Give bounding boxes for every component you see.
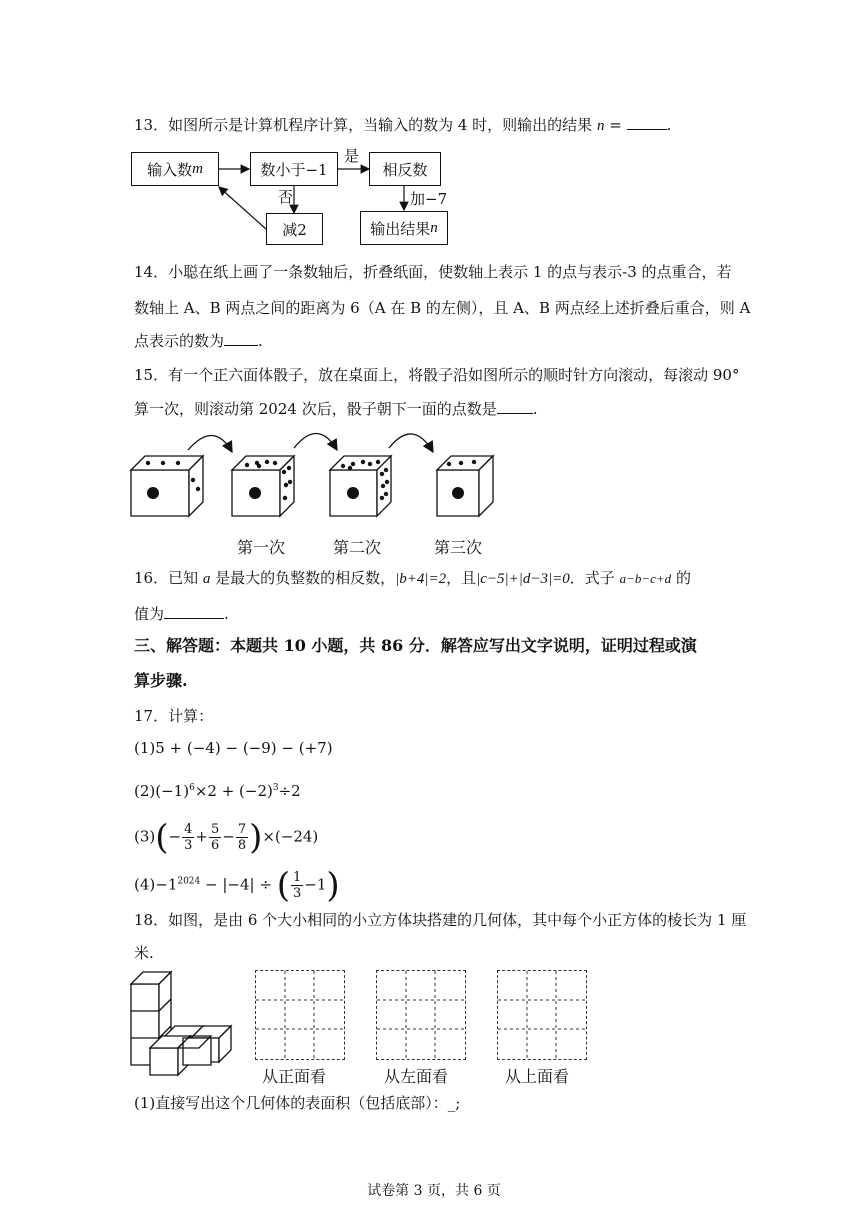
q17-part1: (1)5 + (−4) − (−9) − (+7) — [134, 739, 333, 757]
q13-eq: = — [604, 116, 627, 134]
q17-p2-exp1: 6 — [189, 783, 195, 793]
q16-end: . — [224, 605, 229, 623]
q17-p2-c: ÷2 — [278, 782, 301, 800]
grid-top-view — [497, 970, 587, 1060]
q16-mid1: 是最大的负整数的相反数， — [210, 569, 396, 587]
q16-mid2: ，且 — [446, 569, 477, 587]
q16-abs2: |c−5|+|d−3|=0 — [476, 571, 570, 587]
flow-input-label: 输入数 — [147, 160, 193, 179]
q17-p2-exp2: 3 — [272, 783, 279, 793]
q16-prefix: 16．已知 — [134, 569, 203, 587]
view-caption-top: 从上面看 — [505, 1067, 570, 1086]
q16-line2-text: 值为 — [134, 605, 165, 623]
page-footer: 试卷第 3 页，共 6 页 — [367, 1183, 501, 1199]
dice-caption-1: 第一次 — [237, 538, 286, 557]
q14-line2: 数轴上 A、B 两点之间的距离为 6（A 在 B 的左侧），且 A、B 两点经上述折叠后重合，则 A — [134, 299, 751, 317]
q13-end: . — [666, 116, 672, 134]
dice-caption-3: 第三次 — [434, 538, 483, 557]
q16-a: a — [202, 571, 211, 587]
q13-var: n — [596, 118, 605, 134]
q16-expr: a−b−c+d — [619, 571, 672, 586]
flow-cond-label: 数小于−1 — [260, 160, 328, 179]
q17-p3-frac1: $\frac{4}{3}$ — [184, 822, 193, 853]
q17-p4-exp: 2024 — [177, 876, 201, 887]
q17-part3: (3)(− $\frac{4}{3}$ + $\frac{5}{6}$ − $\frac{7}{8}$ )×(−24) — [134, 817, 319, 858]
q17-p2-b: ×2 + (−2) — [194, 782, 273, 800]
q14-end: . — [258, 332, 263, 350]
view-caption-front: 从正面看 — [262, 1067, 327, 1086]
q17-p4-frac: $\frac{1}{3}$ — [292, 870, 302, 901]
q17-p3-a: (3) — [134, 827, 156, 846]
q14-line1: 14．小聪在纸上画了一条数轴后，折叠纸面，使数轴上表示 1 的点与表示-3 的点重合，若 — [134, 263, 732, 281]
q18-line2: 米. — [134, 944, 154, 962]
q13-text-body: 13．如图所示是计算机程序计算，当输入的数为 4 时，则输出的结果 — [134, 116, 597, 134]
q15-line1: 15．有一个正六面体骰子，放在桌面上，将骰子沿如图所示的顺时针方向滚动，每滚动 90° — [134, 366, 740, 384]
q15-line2-text: 算一次，则滚动第 2024 次后，骰子朝下一面的点数是 — [134, 400, 497, 418]
q15-end: . — [532, 400, 538, 418]
q18-line1: 18．如图，是由 6 个大小相同的小立方体块搭建的几何体，其中每个小正方体的棱长为 1 厘 — [134, 911, 747, 929]
section3-line2: 算步骤. — [134, 671, 188, 690]
q17-p2-a: (2)(−1) — [134, 782, 190, 800]
grid-left-view — [376, 970, 466, 1060]
q17-p4-b: − |−4| ÷ — [200, 875, 277, 894]
q17-p3-frac3: $\frac{7}{8}$ — [237, 822, 247, 853]
q17-p3-frac2: $\frac{5}{6}$ — [210, 822, 220, 853]
q17-part4: $(4)-1^{2024} - |-4|$ ÷ ( $\frac{1}{3}$ −1) — [134, 865, 340, 906]
flow-output-var: n — [430, 219, 438, 236]
grid-front-view — [255, 970, 345, 1060]
flow-no-label: 否 — [278, 188, 294, 206]
section3-line1: 三、解答题：本题共 10 小题，共 86 分．解答应写出文字说明，证明过程或演 — [134, 636, 697, 655]
q18-sub1: (1)直接写出这个几何体的表面积（包括底部）：_; — [134, 1094, 461, 1112]
flow-output-label: 输出结果 — [370, 219, 431, 238]
flow-neg-label: 相反数 — [382, 160, 428, 179]
q17-p4-tail: −1 — [304, 875, 327, 894]
flow-input-var: m — [192, 160, 203, 177]
q14-line3-text: 点表示的数为 — [134, 332, 225, 350]
q17-p4-a: (4)−1 — [134, 875, 178, 894]
q16-mid3: ．式子 — [569, 569, 620, 587]
q16-mid4: 的 — [671, 569, 691, 587]
q16-abs1: |b+4|=2 — [395, 571, 447, 587]
q17-p3-tail: ×(−24) — [262, 827, 319, 846]
q17-title: 17．计算： — [134, 707, 214, 725]
flow-add-label: 加−7 — [410, 190, 448, 208]
dice-caption-2: 第二次 — [333, 538, 382, 557]
view-caption-left: 从左面看 — [384, 1067, 449, 1086]
flow-yes-label: 是 — [344, 147, 360, 165]
flow-sub-label: 减2 — [282, 220, 307, 239]
